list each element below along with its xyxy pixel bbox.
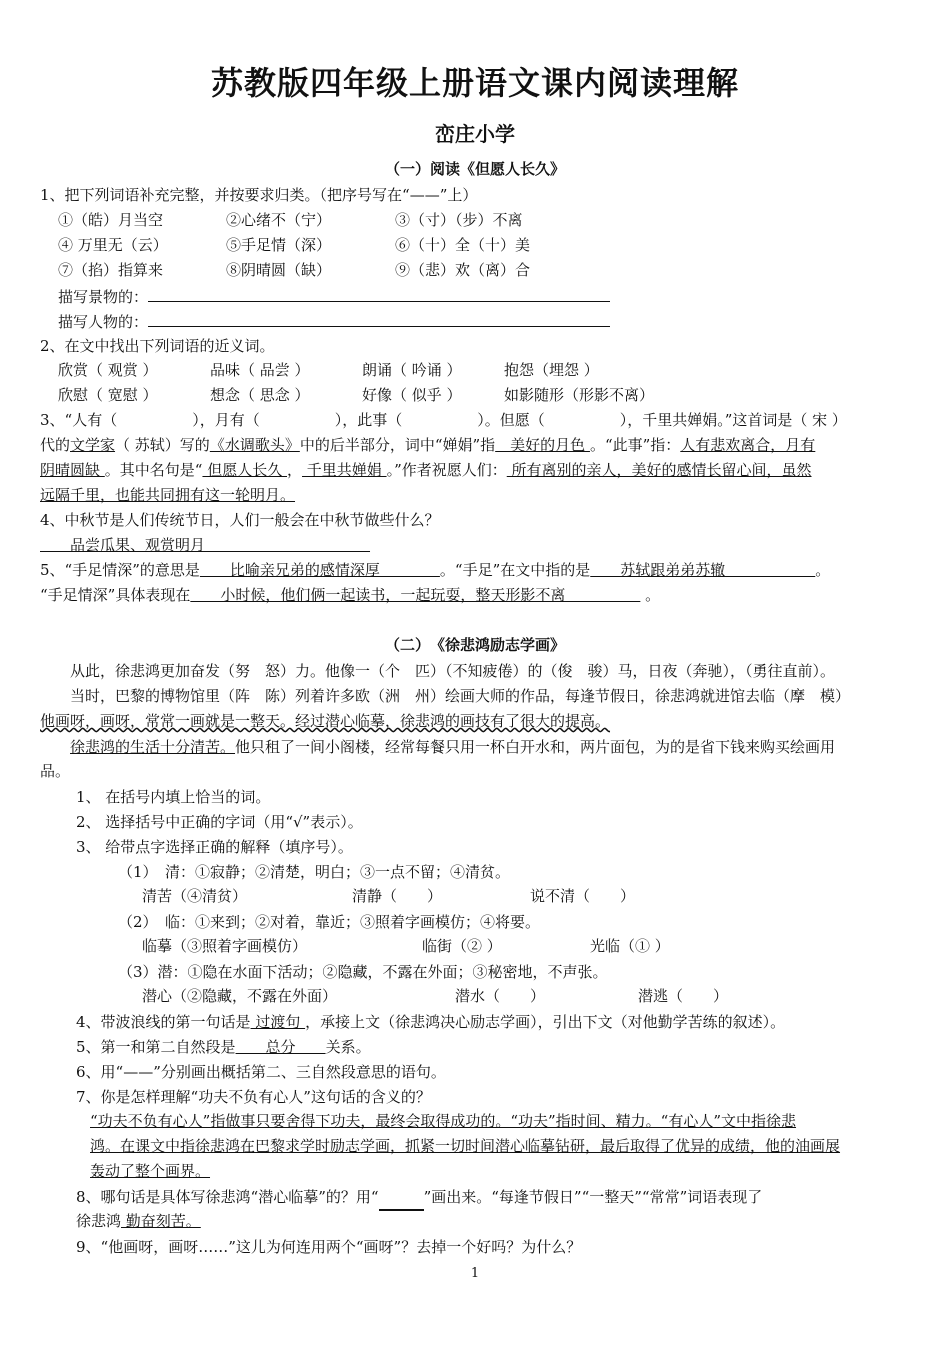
s2-q1: 1、 在括号内填上恰当的词。 bbox=[76, 788, 271, 806]
underline-sample bbox=[379, 1185, 424, 1211]
word-3: ③（寸）（步）不离 bbox=[395, 211, 523, 229]
s1-q3-line2 bbox=[40, 433, 815, 457]
s2-q7-answer-1 bbox=[90, 1109, 796, 1133]
s1-q1: 1、把下列词语补充完整，并按要求归类。（把序号写在“——”上） bbox=[40, 186, 478, 204]
answer-relation: 总分 bbox=[235, 1038, 326, 1056]
s2-q9: 9、“他画呀，画呀……”这儿为何连用两个“画呀”？去掉一个好吗？为什么？ bbox=[76, 1238, 582, 1256]
s2-q3-1a: 清苦（④清贫） bbox=[142, 887, 248, 905]
s2-q3-2b: 临街（② ） bbox=[422, 937, 502, 955]
s2-q3-3: （3）潜：①隐在水面下活动；②隐藏，不露在外面；③秘密地，不声张。 bbox=[118, 963, 608, 981]
people-words-row bbox=[58, 310, 610, 334]
s2-q6: 6、用“——”分别画出概括第二、三自然段意思的语句。 bbox=[76, 1063, 446, 1081]
s2-q3-2c: 光临（① ） bbox=[590, 937, 670, 955]
text: 5、“手足情深”的意思是 bbox=[40, 561, 200, 579]
word-6: ⑥（十）全（十）美 bbox=[395, 236, 531, 254]
text: ”画出来。“每逢节假日”“一整天”“常常”词语表现了 bbox=[423, 1188, 763, 1206]
answer-cishi: 人有悲欢离合，月有 bbox=[680, 436, 816, 454]
passage-para-1: 从此，徐悲鸿更加奋发（努 怒）力。他像一（个 匹）（不知疲倦）的（俊 骏）马，日夜（奔驰），（勇往直前）。 bbox=[40, 662, 836, 680]
text: 中的后半部分，词中“婵娟”指 bbox=[299, 436, 496, 454]
s2-q7-answer-2 bbox=[90, 1134, 840, 1158]
word-4: ④ 万里无（云） bbox=[58, 236, 168, 254]
s2-q3-1c: 说不清（ ） bbox=[530, 887, 636, 905]
s2-q3-1: （1） 清：①寂静；②清楚，明白；③一点不留；④清贫。 bbox=[118, 863, 511, 881]
text: ，承接上文（徐悲鸿决心励志学画），引出下文（对他勤学苦练的叙述）。 bbox=[305, 1013, 786, 1031]
passage-para-3 bbox=[40, 735, 835, 759]
answer-mid-autumn: 品尝瓜果、观赏明月 bbox=[40, 536, 371, 554]
text: 5、第一和第二自然段是 bbox=[76, 1038, 236, 1056]
s2-q8 bbox=[76, 1185, 762, 1211]
answer-writer: 文学家 bbox=[70, 436, 116, 454]
people-words-blank[interactable] bbox=[148, 310, 610, 327]
answer-cishi-cont: 阴晴圆缺 bbox=[40, 461, 105, 479]
answer-transition: 过渡句 bbox=[250, 1013, 306, 1031]
s2-q3-3a: 潜心（②隐藏，不露在外面） bbox=[142, 987, 338, 1005]
s1-q3-line1: 3、“人有（ ），月有（ ），此事（ ）。但愿（ ），千里共婵娟。”这首词是（ 宋 ） bbox=[40, 411, 847, 429]
wavy-sentence: 他画呀，画呀，常常一画就是一整天。经过潜心临摹，徐悲鸿的画技有了很大的提高。 bbox=[40, 712, 611, 730]
word-8: ⑧阴晴圆（缺） bbox=[226, 261, 332, 279]
answer-behavior: 小时候，他们俩一起读书，一起玩耍，整天形影不离 bbox=[190, 586, 641, 604]
school-name: 峦庄小学 bbox=[435, 122, 515, 146]
synonym-1: 欣赏（ 观赏 ） bbox=[58, 361, 158, 379]
text: “手足情深”具体表现在 bbox=[40, 586, 191, 604]
word-5: ⑤手足情（深） bbox=[226, 236, 332, 254]
s2-q7-answer-3 bbox=[90, 1159, 210, 1183]
text: （ 苏轼）写的 bbox=[115, 436, 210, 454]
answer-famous-line-1: 但愿人长久 bbox=[202, 461, 287, 479]
section-1-heading: （一）阅读《但愿人长久》 bbox=[384, 160, 565, 178]
word-2: ②心绪不（宁） bbox=[226, 211, 332, 229]
text: 。“手足”在文中指的是 bbox=[439, 561, 591, 579]
answer-diligent: 勤奋刻苦。 bbox=[121, 1212, 201, 1230]
synonym-6: 想念（ 思念 ） bbox=[210, 386, 310, 404]
s2-q3-2: （2） 临：①来到；②对着，靠近；③照着字画模仿；④将要。 bbox=[118, 913, 541, 931]
answer-meaning: 比喻亲兄弟的感情深厚 bbox=[199, 561, 440, 579]
text: 。”作者祝愿人们： bbox=[386, 461, 507, 479]
text: 。“此事”指： bbox=[589, 436, 681, 454]
text: 4、带波浪线的第一句话是 bbox=[76, 1013, 251, 1031]
s1-q4: 4、中秋节是人们传统节日，人们一般会在中秋节做些什么？ bbox=[40, 511, 440, 529]
passage-para-3-cont: 品。 bbox=[40, 762, 71, 780]
word-9: ⑨（悲）欢（离）合 bbox=[395, 261, 531, 279]
section-2-heading: （二） 《徐悲鸿励志学画》 bbox=[384, 636, 565, 654]
word-1: ①（皓）月当空 bbox=[58, 211, 164, 229]
indent bbox=[40, 738, 70, 756]
synonym-4: 抱怨（埋怨 ） bbox=[504, 361, 599, 379]
scene-words-blank[interactable] bbox=[148, 285, 610, 302]
answer-chanjuan: 美好的月色 bbox=[495, 436, 590, 454]
text: 关系。 bbox=[325, 1038, 371, 1056]
text: 徐悲鸿 bbox=[76, 1212, 122, 1230]
s1-q3-line4 bbox=[40, 483, 295, 507]
text: 。其中名句是“ bbox=[104, 461, 203, 479]
answer-brothers: 苏轼跟弟弟苏辙 bbox=[590, 561, 816, 579]
synonym-5: 欣慰（ 宽慰 ） bbox=[58, 386, 158, 404]
s1-q3-line3 bbox=[40, 458, 812, 482]
s2-q3-3c: 潜逃（ ） bbox=[638, 987, 729, 1005]
synonym-8: 如影随形（形影不离） bbox=[504, 386, 655, 404]
answer-poem-title: 《水调歌头》 bbox=[209, 436, 300, 454]
scene-words-label: 描写景物的： bbox=[58, 288, 149, 306]
passage-para-2: 当时，巴黎的博物馆里（阵 陈）列着许多欧（洲 州）绘画大师的作品，每逢节假日，徐悲鸿就进馆去临（摩 模） bbox=[40, 687, 851, 705]
answer-text: 轰动了整个画界。 bbox=[90, 1162, 211, 1180]
synonym-2: 品味（ 品尝 ） bbox=[210, 361, 310, 379]
s2-q4 bbox=[76, 1010, 785, 1034]
word-7: ⑦（掐）指算来 bbox=[58, 261, 164, 279]
text: 。 bbox=[640, 586, 661, 604]
answer-wish-cont: 远隔千里，也能共同拥有这一轮明月。 bbox=[40, 486, 296, 504]
passage-para-2-cont bbox=[40, 709, 610, 733]
document-title: 苏教版四年级上册语文课内阅读理解 bbox=[210, 64, 739, 102]
answer-wish: 所有离别的亲人，美好的感情长留心间，虽然 bbox=[506, 461, 812, 479]
text: 代的 bbox=[40, 436, 71, 454]
s1-q2: 2、在文中找出下列词语的近义词。 bbox=[40, 337, 275, 355]
s2-q3-1b: 清静（ ） bbox=[352, 887, 443, 905]
answer-text: “功夫不负有心人”指做事只要舍得下功夫，最终会取得成功的。“功夫”指时间、精力。“有心人”文中指徐悲 bbox=[90, 1112, 797, 1130]
answer-text: 鸿。在课文中指徐悲鸿在巴黎求学时励志学画，抓紧一切时间潜心临摹钻研，最后取得了优异的成绩，他的油画展 bbox=[90, 1137, 841, 1155]
s2-q3: 3、 给带点字选择正确的解释（填序号）。 bbox=[76, 838, 353, 856]
s1-q5-line2 bbox=[40, 583, 660, 607]
s2-q2: 2、 选择括号中正确的字词（用“√”表示）。 bbox=[76, 813, 363, 831]
page-number: 1 bbox=[470, 1266, 480, 1281]
s1-q5-line1 bbox=[40, 558, 830, 582]
text: 。 bbox=[815, 561, 831, 579]
synonym-3: 朗诵（ 吟诵 ） bbox=[362, 361, 462, 379]
text: 8、哪句话是具体写徐悲鸿“潜心临摹”的？用“ bbox=[76, 1188, 379, 1206]
s2-q3-2a: 临摹（③照着字画模仿） bbox=[142, 937, 308, 955]
s2-q3-3b: 潜水（ ） bbox=[455, 987, 546, 1005]
people-words-label: 描写人物的： bbox=[58, 313, 149, 331]
s2-q5 bbox=[76, 1035, 371, 1059]
text: 他只租了一间小阁楼，经常每餐只用一杯白开水和，两片面包，为的是省下钱来购买绘画用 bbox=[235, 738, 836, 756]
s1-q4-answer bbox=[40, 533, 370, 557]
answer-famous-line-2: 千里共婵娟 bbox=[302, 461, 387, 479]
synonym-7: 好像（ 似乎 ） bbox=[362, 386, 462, 404]
s2-q8-line2 bbox=[76, 1209, 201, 1233]
scene-words-row bbox=[58, 285, 610, 309]
text: ， bbox=[287, 461, 303, 479]
s2-q7: 7、你是怎样理解“功夫不负有心人”这句话的含义的？ bbox=[76, 1088, 431, 1106]
underlined-sentence: 徐悲鸿的生活十分清苦。 bbox=[70, 738, 236, 756]
